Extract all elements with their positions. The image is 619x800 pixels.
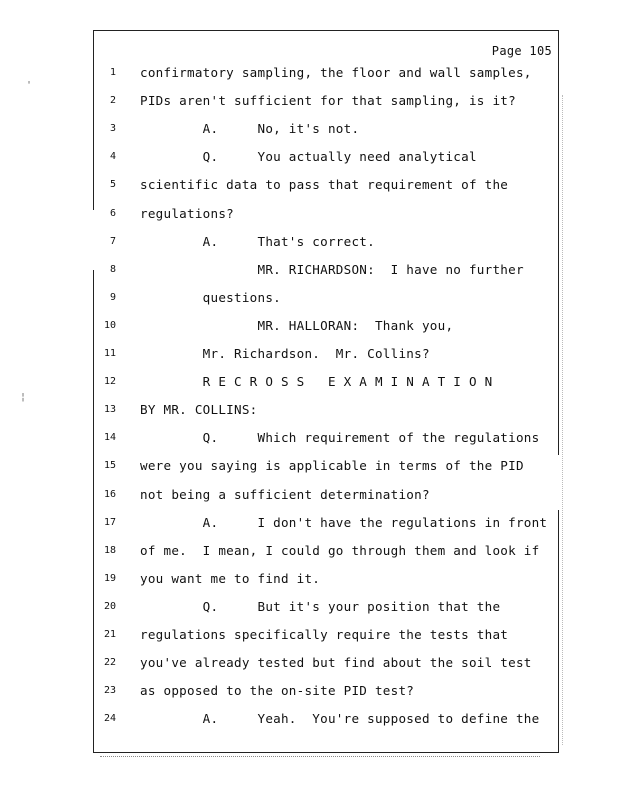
line-number: 10 <box>103 319 116 331</box>
line-text: PIDs aren't sufficient for that sampling, is it? <box>140 93 516 109</box>
line-text: of me. I mean, I could go through them and look if <box>140 542 540 558</box>
line-text: regulations specifically require the tests that <box>140 627 509 642</box>
transcript-line <box>0 290 619 308</box>
transcript-line <box>0 711 619 729</box>
transcript-line <box>0 234 619 252</box>
line-number: 7 <box>109 235 116 247</box>
line-text: were you saying is applicable in terms of the PID <box>140 458 524 474</box>
scan-mark: ' <box>26 80 33 91</box>
scan-noise-footer <box>100 756 540 758</box>
line-text: scientific data to pass that requirement of the <box>140 177 509 193</box>
transcript-line <box>0 262 619 280</box>
transcript-line <box>0 177 619 195</box>
transcript-line <box>0 318 619 336</box>
line-number: 12 <box>103 376 116 388</box>
transcript-line <box>0 627 619 645</box>
line-text: confirmatory sampling, the floor and wall samples, <box>140 65 532 80</box>
transcript-line <box>0 655 619 673</box>
line-number: 13 <box>103 404 116 416</box>
line-text: you want me to find it. <box>140 570 321 586</box>
line-text: as opposed to the on-site PID test? <box>140 683 415 699</box>
line-number: 11 <box>103 348 116 359</box>
line-number: 8 <box>109 263 116 275</box>
line-text: R E C R O S S E X A M I N A T I O N <box>140 374 493 390</box>
line-number: 16 <box>103 488 116 500</box>
transcript-line <box>0 374 619 392</box>
line-text: BY MR. COLLINS: <box>140 402 258 418</box>
line-text: Mr. Richardson. Mr. Collins? <box>140 346 430 361</box>
line-number: 3 <box>109 123 116 135</box>
transcript-line <box>0 149 619 167</box>
line-number: 18 <box>103 544 116 556</box>
transcript-line <box>0 487 619 505</box>
line-text: Q. You actually need analytical <box>140 149 477 165</box>
line-number: 14 <box>103 432 116 444</box>
line-number: 20 <box>103 600 116 612</box>
transcript-line <box>0 206 619 224</box>
transcript-line <box>0 599 619 617</box>
line-number: 22 <box>103 657 116 669</box>
line-number: 4 <box>109 151 116 163</box>
transcript-line <box>0 683 619 701</box>
transcript-line <box>0 65 619 83</box>
transcript-line <box>0 430 619 448</box>
scan-mark: ¦ <box>20 392 27 403</box>
page-border-bottom <box>93 752 559 753</box>
transcript-line <box>0 346 619 364</box>
line-number: 9 <box>109 291 116 303</box>
line-text: A. I don't have the regulations in front <box>140 514 548 530</box>
line-text: questions. <box>140 289 281 305</box>
line-number: 5 <box>109 179 116 191</box>
line-number: 19 <box>103 572 116 584</box>
transcript-line <box>0 121 619 139</box>
line-text: A. That's correct. <box>140 233 375 249</box>
line-text: MR. HALLORAN: Thank you, <box>140 317 454 333</box>
transcript-line <box>0 543 619 561</box>
line-text: Q. Which requirement of the regulations <box>140 430 540 446</box>
page-number: Page 105 <box>491 44 552 58</box>
line-text: you've already tested but find about the soil test <box>140 655 532 671</box>
line-number: 17 <box>103 516 116 528</box>
line-number: 1 <box>109 67 116 78</box>
line-number: 24 <box>103 713 116 725</box>
transcript-line <box>0 458 619 476</box>
line-text: A. No, it's not. <box>140 121 360 137</box>
line-text: Q. But it's your position that the <box>140 598 501 614</box>
line-number: 23 <box>103 685 116 697</box>
line-text: not being a sufficient determination? <box>140 486 430 502</box>
line-number: 6 <box>109 207 116 219</box>
transcript-line <box>0 402 619 420</box>
line-number: 21 <box>103 629 116 640</box>
transcript-line <box>0 515 619 533</box>
line-text: MR. RICHARDSON: I have no further <box>140 261 524 277</box>
line-text: A. Yeah. You're supposed to define the <box>140 711 540 727</box>
transcript-line <box>0 571 619 589</box>
line-number: 15 <box>103 460 116 472</box>
transcript-line <box>0 93 619 111</box>
line-text: regulations? <box>140 205 234 221</box>
line-number: 2 <box>109 95 116 107</box>
page-border-top <box>93 30 559 31</box>
